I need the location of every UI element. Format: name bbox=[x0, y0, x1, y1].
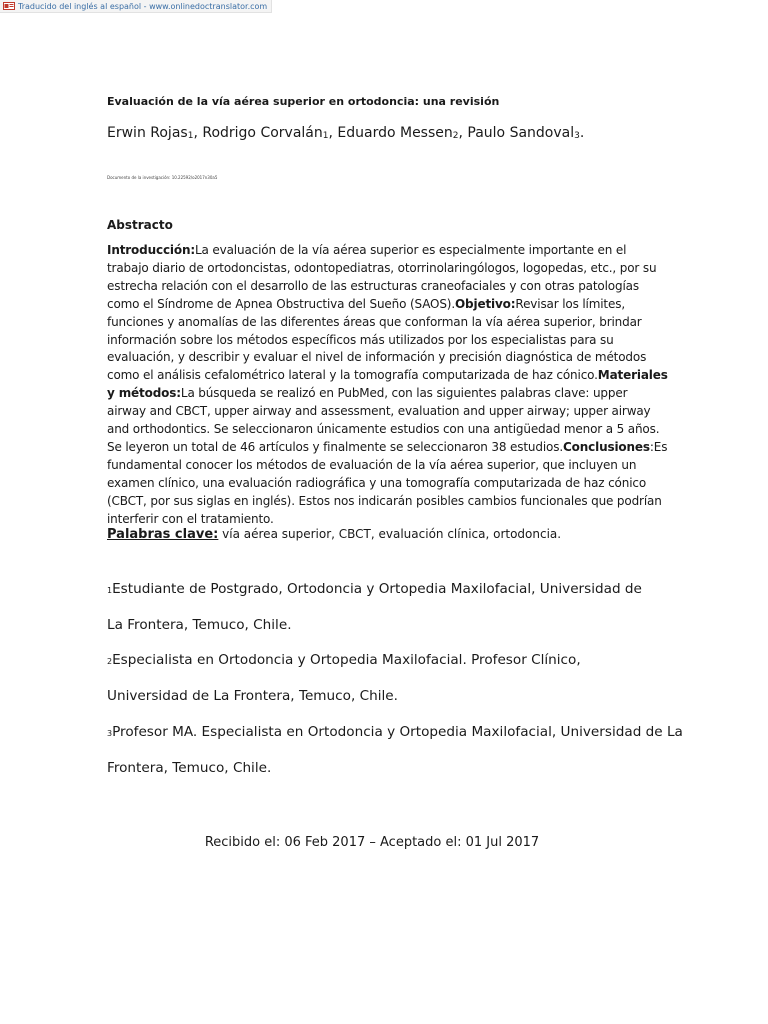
conclusions-label: Conclusiones bbox=[563, 439, 650, 454]
doi-line: Documento de la investigación: 10.22592/o2017n30a5 bbox=[107, 175, 218, 180]
translation-banner[interactable] bbox=[0, 0, 272, 13]
author-affiliation-number: 3 bbox=[574, 131, 580, 141]
affiliation-2-line2: Universidad de La Frontera, Temuco, Chile. bbox=[107, 688, 398, 704]
affiliation-3-line2: Frontera, Temuco, Chile. bbox=[107, 760, 272, 776]
author-list bbox=[107, 125, 584, 141]
affiliation-number: 2 bbox=[107, 657, 113, 666]
author-name: Rodrigo Corvalán bbox=[202, 125, 323, 141]
keywords bbox=[107, 527, 561, 542]
author-separator: , bbox=[458, 125, 468, 141]
author-separator: . bbox=[579, 125, 585, 141]
author-separator: , bbox=[328, 125, 338, 141]
affiliation-text: Profesor MA. Especialista en Ortodoncia y Ortopedia Maxilofacial, Universidad de La bbox=[112, 724, 683, 740]
author-name: Eduardo Messen bbox=[337, 125, 453, 141]
author-separator: , bbox=[193, 125, 203, 141]
author-affiliation-number: 2 bbox=[452, 131, 459, 141]
author-name: Erwin Rojas bbox=[107, 125, 188, 141]
conclusions-text: :Es fundamental conocer los métodos de evaluación de la vía aérea superior, que incluyen un examen clínico, una evaluación radiográfica y una tomografía computarizada de haz cónico (CBCT, por sus siglas en inglés). Estos nos indicarán posibles cambios funcionales que podrían interferir con el tratamiento. bbox=[107, 439, 668, 526]
keywords-text: vía aérea superior, CBCT, evaluación clínica, ortodoncia. bbox=[218, 527, 562, 541]
affiliation-number: 3 bbox=[107, 729, 113, 738]
affiliation-2-line1 bbox=[107, 652, 581, 668]
affiliation-1-line1 bbox=[107, 581, 642, 597]
abstract-heading: Abstracto bbox=[107, 218, 173, 232]
intro-text: La evaluación de la vía aérea superior es especialmente importante en el trabajo diario de ortodoncistas, odontopediatras, otorrinolaringólogos, logopedas, etc., por su estrecha relación con el desarrollo de las estructuras craneofaciales y con otras patologías como el Síndrome de Apnea Obstructiva del Sueño (SAOS). bbox=[107, 243, 657, 311]
author-name: Paulo Sandoval bbox=[467, 125, 575, 141]
translator-logo-icon bbox=[3, 2, 15, 10]
objective-label: Objetivo: bbox=[455, 296, 516, 311]
translation-banner-link[interactable]: Traducido del inglés al español - www.onlinedoctranslator.com bbox=[18, 1, 268, 11]
keywords-label: Palabras clave: bbox=[107, 527, 219, 542]
abstract-body bbox=[107, 242, 669, 529]
affiliation-1-line2: La Frontera, Temuco, Chile. bbox=[107, 617, 292, 633]
intro-label: Introducción: bbox=[107, 243, 196, 257]
affiliation-3-line1 bbox=[107, 724, 683, 740]
affiliation-text: Especialista en Ortodoncia y Ortopedia Maxilofacial. Profesor Clínico, bbox=[112, 652, 581, 668]
paper-title: Evaluación de la vía aérea superior en ortodoncia: una revisión bbox=[107, 95, 500, 108]
received-accepted-dates: Recibido el: 06 Feb 2017 – Aceptado el: 01 Jul 2017 bbox=[204, 835, 540, 850]
author-affiliation-number: 1 bbox=[187, 131, 194, 141]
affiliation-text: Estudiante de Postgrado, Ortodoncia y Ortopedia Maxilofacial, Universidad de bbox=[112, 581, 642, 597]
methods-text: La búsqueda se realizó en PubMed, con las siguientes palabras clave: upper airway and CBCT, upper airway and assessment, evaluation and upper airway; upper airway and orthodontics. Se seleccionaron únicamente estudios con una antigüedad menor a 5 años. Se leyeron un total de 46 artículos y finalmente se seleccionaron 38 estudios. bbox=[107, 386, 660, 454]
author-affiliation-number: 1 bbox=[322, 131, 329, 141]
objective-text: Revisar los límites, funciones y anomalías de las diferentes áreas que conforman la vía aérea superior, brindar información sobre los métodos específicos más utilizados por los especialistas para su evaluación, y describir y evaluar el nivel de información y precisión diagnóstica de métodos como el análisis cefalométrico lateral y la tomografía computarizada de haz cónico. bbox=[107, 296, 647, 383]
affiliation-number: 1 bbox=[107, 586, 113, 595]
methods-label: Materiales y métodos: bbox=[107, 368, 668, 401]
